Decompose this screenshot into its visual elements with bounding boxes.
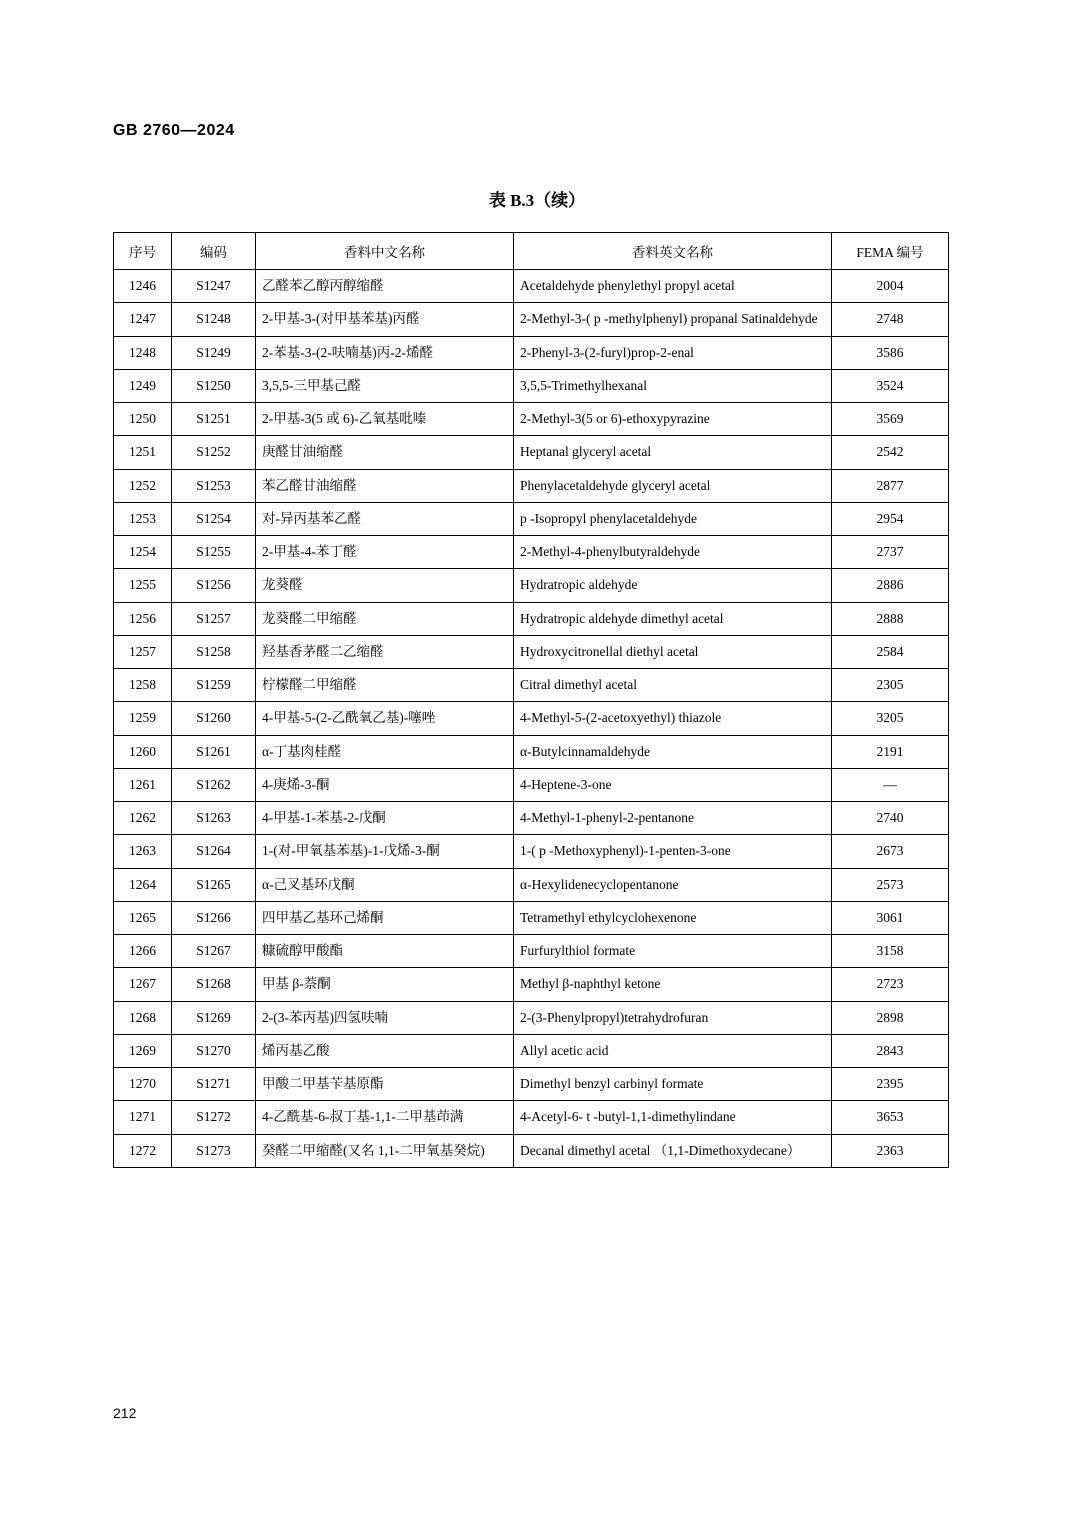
table-row — [114, 536, 949, 569]
cell-code: S1255 — [172, 536, 256, 569]
cell-chinese-name: 癸醛二甲缩醛(又名 1,1-二甲氧基癸烷) — [256, 1134, 514, 1167]
table-row — [114, 270, 949, 303]
cell-english-name: p -Isopropyl phenylacetaldehyde — [514, 502, 832, 535]
cell-chinese-name: 庚醛甘油缩醛 — [256, 436, 514, 469]
cell-code: S1248 — [172, 303, 256, 336]
cell-english-name: Furfurylthiol formate — [514, 935, 832, 968]
cell-no: 1257 — [114, 635, 172, 668]
cell-fema: 2542 — [832, 436, 949, 469]
cell-english-name: 2-Phenyl-3-(2-furyl)prop-2-enal — [514, 336, 832, 369]
cell-english-name: Phenylacetaldehyde glyceryl acetal — [514, 469, 832, 502]
cell-no: 1270 — [114, 1068, 172, 1101]
cell-code: S1269 — [172, 1001, 256, 1034]
table-row — [114, 502, 949, 535]
table-row — [114, 303, 949, 336]
cell-english-name: 4-Methyl-1-phenyl-2-pentanone — [514, 802, 832, 835]
cell-fema: 2004 — [832, 270, 949, 303]
cell-no: 1262 — [114, 802, 172, 835]
table-row — [114, 635, 949, 668]
cell-chinese-name: α-丁基肉桂醛 — [256, 735, 514, 768]
cell-no: 1261 — [114, 768, 172, 801]
cell-english-name: 4-Heptene-3-one — [514, 768, 832, 801]
cell-chinese-name: 龙葵醛二甲缩醛 — [256, 602, 514, 635]
cell-chinese-name: 糠硫醇甲酸酯 — [256, 935, 514, 968]
cell-chinese-name: 龙葵醛 — [256, 569, 514, 602]
cell-no: 1258 — [114, 669, 172, 702]
cell-chinese-name: 对-异丙基苯乙醛 — [256, 502, 514, 535]
cell-no: 1260 — [114, 735, 172, 768]
cell-fema: 2888 — [832, 602, 949, 635]
cell-fema: 2886 — [832, 569, 949, 602]
cell-code: S1263 — [172, 802, 256, 835]
cell-no: 1247 — [114, 303, 172, 336]
cell-english-name: 2-Methyl-3-( p -methylphenyl) propanal Satinaldehyde — [514, 303, 832, 336]
cell-fema: 2898 — [832, 1001, 949, 1034]
table-caption: 表 B.3（续） — [488, 191, 586, 210]
cell-code: S1249 — [172, 336, 256, 369]
cell-no: 1252 — [114, 469, 172, 502]
table-row — [114, 1134, 949, 1167]
cell-english-name: α-Butylcinnamaldehyde — [514, 735, 832, 768]
column-header-english-name: 香料英文名称 — [514, 233, 832, 270]
table-row — [114, 469, 949, 502]
table-row — [114, 735, 949, 768]
cell-no: 1254 — [114, 536, 172, 569]
cell-english-name: 2-Methyl-4-phenylbutyraldehyde — [514, 536, 832, 569]
column-header-code: 编码 — [172, 233, 256, 270]
column-header-chinese-name: 香料中文名称 — [256, 233, 514, 270]
cell-no: 1272 — [114, 1134, 172, 1167]
cell-fema: 2395 — [832, 1068, 949, 1101]
cell-fema: 2305 — [832, 669, 949, 702]
cell-fema: 2191 — [832, 735, 949, 768]
cell-code: S1252 — [172, 436, 256, 469]
cell-no: 1250 — [114, 403, 172, 436]
column-header-no: 序号 — [114, 233, 172, 270]
cell-no: 1263 — [114, 835, 172, 868]
cell-english-name: 1-( p -Methoxyphenyl)-1-penten-3-one — [514, 835, 832, 868]
cell-fema: 2673 — [832, 835, 949, 868]
page-number: 212 — [113, 1405, 137, 1421]
cell-chinese-name: 1-(对-甲氧基苯基)-1-戊烯-3-酮 — [256, 835, 514, 868]
cell-code: S1260 — [172, 702, 256, 735]
cell-code: S1262 — [172, 768, 256, 801]
cell-fema: 2748 — [832, 303, 949, 336]
cell-fema: 2877 — [832, 469, 949, 502]
cell-no: 1264 — [114, 868, 172, 901]
cell-chinese-name: 羟基香茅醛二乙缩醛 — [256, 635, 514, 668]
cell-fema: 3158 — [832, 935, 949, 968]
table-row — [114, 569, 949, 602]
cell-fema: 2740 — [832, 802, 949, 835]
cell-chinese-name: 2-(3-苯丙基)四氢呋喃 — [256, 1001, 514, 1034]
cell-no: 1255 — [114, 569, 172, 602]
cell-chinese-name: 4-庚烯-3-酮 — [256, 768, 514, 801]
flavoring-table — [113, 232, 949, 1168]
table-row — [114, 1101, 949, 1134]
table-body — [114, 270, 949, 1168]
cell-english-name: 3,5,5-Trimethylhexanal — [514, 369, 832, 402]
cell-code: S1247 — [172, 270, 256, 303]
cell-no: 1253 — [114, 502, 172, 535]
cell-code: S1256 — [172, 569, 256, 602]
cell-chinese-name: 2-甲基-3(5 或 6)-乙氧基吡嗪 — [256, 403, 514, 436]
cell-fema: 2584 — [832, 635, 949, 668]
cell-chinese-name: 柠檬醛二甲缩醛 — [256, 669, 514, 702]
cell-fema: 3653 — [832, 1101, 949, 1134]
cell-code: S1272 — [172, 1101, 256, 1134]
cell-no: 1259 — [114, 702, 172, 735]
cell-no: 1271 — [114, 1101, 172, 1134]
table-row — [114, 835, 949, 868]
cell-code: S1258 — [172, 635, 256, 668]
cell-fema: 2363 — [832, 1134, 949, 1167]
cell-no: 1251 — [114, 436, 172, 469]
table-row — [114, 1001, 949, 1034]
cell-english-name: Decanal dimethyl acetal （1,1-Dimethoxydecane） — [514, 1134, 832, 1167]
cell-code: S1257 — [172, 602, 256, 635]
cell-no: 1265 — [114, 901, 172, 934]
cell-chinese-name: α-己叉基环戊酮 — [256, 868, 514, 901]
cell-english-name: Heptanal glyceryl acetal — [514, 436, 832, 469]
table-row — [114, 669, 949, 702]
cell-no: 1256 — [114, 602, 172, 635]
table-row — [114, 602, 949, 635]
cell-chinese-name: 四甲基乙基环己烯酮 — [256, 901, 514, 934]
cell-english-name: Hydratropic aldehyde — [514, 569, 832, 602]
cell-chinese-name: 乙醛苯乙醇丙醇缩醛 — [256, 270, 514, 303]
cell-chinese-name: 4-乙酰基-6-叔丁基-1,1-二甲基茚满 — [256, 1101, 514, 1134]
table-header — [114, 233, 949, 270]
cell-no: 1266 — [114, 935, 172, 968]
cell-code: S1266 — [172, 901, 256, 934]
cell-chinese-name: 4-甲基-1-苯基-2-戊酮 — [256, 802, 514, 835]
cell-fema: 3524 — [832, 369, 949, 402]
cell-english-name: 4-Methyl-5-(2-acetoxyethyl) thiazole — [514, 702, 832, 735]
cell-english-name: Hydratropic aldehyde dimethyl acetal — [514, 602, 832, 635]
cell-code: S1273 — [172, 1134, 256, 1167]
cell-fema: 3586 — [832, 336, 949, 369]
cell-english-name: Citral dimethyl acetal — [514, 669, 832, 702]
table-row — [114, 702, 949, 735]
cell-no: 1268 — [114, 1001, 172, 1034]
cell-no: 1267 — [114, 968, 172, 1001]
cell-fema: 2737 — [832, 536, 949, 569]
cell-fema: 3569 — [832, 403, 949, 436]
cell-chinese-name: 甲基 β-萘酮 — [256, 968, 514, 1001]
cell-chinese-name: 2-甲基-4-苯丁醛 — [256, 536, 514, 569]
cell-english-name: 2-(3-Phenylpropyl)tetrahydrofuran — [514, 1001, 832, 1034]
cell-chinese-name: 3,5,5-三甲基己醛 — [256, 369, 514, 402]
cell-fema: — — [832, 768, 949, 801]
table-row — [114, 403, 949, 436]
cell-fema: 2843 — [832, 1034, 949, 1067]
cell-code: S1270 — [172, 1034, 256, 1067]
cell-code: S1259 — [172, 669, 256, 702]
table-row — [114, 1034, 949, 1067]
cell-chinese-name: 烯丙基乙酸 — [256, 1034, 514, 1067]
table-row — [114, 436, 949, 469]
cell-code: S1271 — [172, 1068, 256, 1101]
cell-english-name: Hydroxycitronellal diethyl acetal — [514, 635, 832, 668]
cell-code: S1264 — [172, 835, 256, 868]
cell-no: 1248 — [114, 336, 172, 369]
cell-english-name: Allyl acetic acid — [514, 1034, 832, 1067]
cell-fema: 3205 — [832, 702, 949, 735]
table-row — [114, 968, 949, 1001]
cell-code: S1251 — [172, 403, 256, 436]
cell-code: S1253 — [172, 469, 256, 502]
cell-english-name: Dimethyl benzyl carbinyl formate — [514, 1068, 832, 1101]
cell-code: S1261 — [172, 735, 256, 768]
cell-english-name: Methyl β-naphthyl ketone — [514, 968, 832, 1001]
cell-english-name: 2-Methyl-3(5 or 6)-ethoxypyrazine — [514, 403, 832, 436]
column-header-fema: FEMA 编号 — [832, 233, 949, 270]
table-row — [114, 901, 949, 934]
cell-chinese-name: 苯乙醛甘油缩醛 — [256, 469, 514, 502]
table-row — [114, 336, 949, 369]
cell-no: 1269 — [114, 1034, 172, 1067]
cell-english-name: α-Hexylidenecyclopentanone — [514, 868, 832, 901]
cell-code: S1265 — [172, 868, 256, 901]
cell-fema: 3061 — [832, 901, 949, 934]
cell-chinese-name: 2-苯基-3-(2-呋喃基)丙-2-烯醛 — [256, 336, 514, 369]
table-row — [114, 802, 949, 835]
cell-code: S1268 — [172, 968, 256, 1001]
cell-code: S1250 — [172, 369, 256, 402]
flavoring-table-container — [113, 232, 948, 1168]
table-row — [114, 369, 949, 402]
cell-english-name: Acetaldehyde phenylethyl propyl acetal — [514, 270, 832, 303]
table-header-row — [114, 233, 949, 270]
table-row — [114, 868, 949, 901]
cell-code: S1267 — [172, 935, 256, 968]
cell-fema: 2723 — [832, 968, 949, 1001]
cell-fema: 2573 — [832, 868, 949, 901]
table-row — [114, 935, 949, 968]
cell-code: S1254 — [172, 502, 256, 535]
table-row — [114, 768, 949, 801]
cell-chinese-name: 4-甲基-5-(2-乙酰氧乙基)-噻唑 — [256, 702, 514, 735]
cell-no: 1246 — [114, 270, 172, 303]
cell-fema: 2954 — [832, 502, 949, 535]
cell-chinese-name: 2-甲基-3-(对甲基苯基)丙醛 — [256, 303, 514, 336]
standard-code-header: GB 2760—2024 — [113, 122, 235, 139]
cell-no: 1249 — [114, 369, 172, 402]
table-row — [114, 1068, 949, 1101]
cell-chinese-name: 甲酸二甲基苄基原酯 — [256, 1068, 514, 1101]
cell-english-name: Tetramethyl ethylcyclohexenone — [514, 901, 832, 934]
cell-english-name: 4-Acetyl-6- t -butyl-1,1-dimethylindane — [514, 1101, 832, 1134]
